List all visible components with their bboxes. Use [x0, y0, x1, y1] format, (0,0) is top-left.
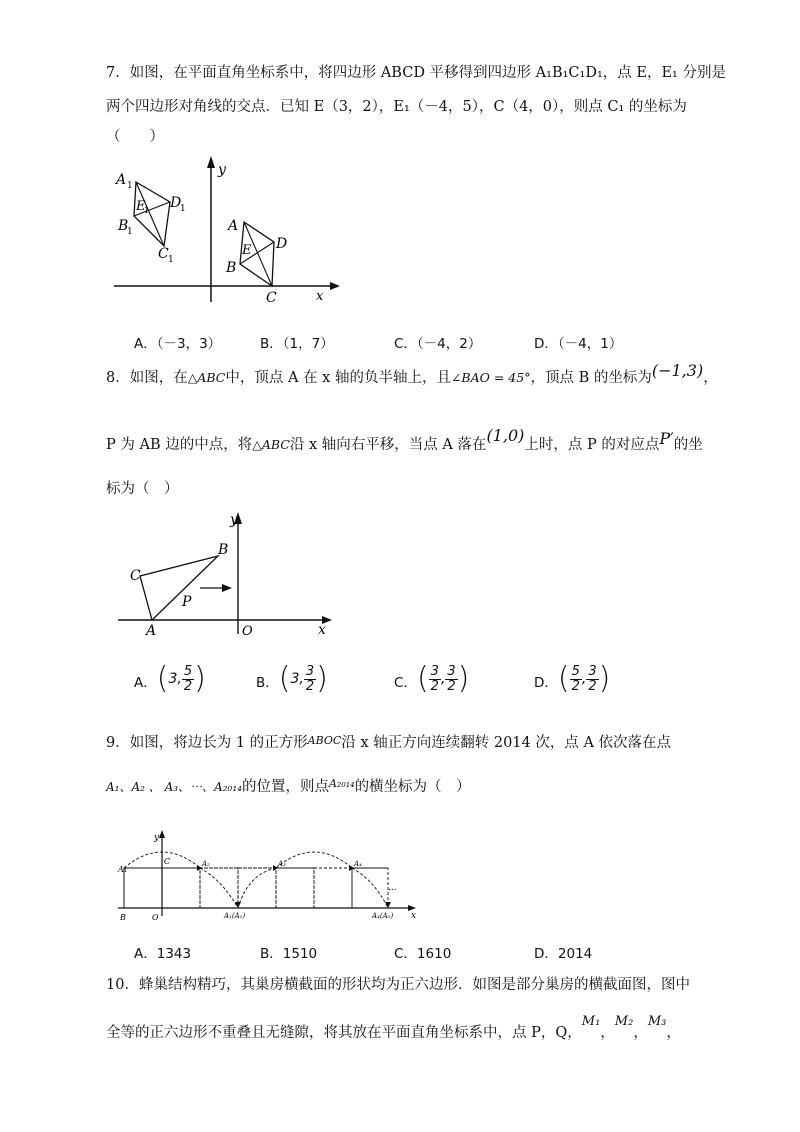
label-a1: A: [116, 172, 127, 188]
label-e1-sub: 1: [144, 206, 150, 215]
label-d1: D: [170, 195, 182, 211]
q9-figure: [112, 828, 422, 924]
q8-line2: P 为 AB 边的中点，将△ABC沿 x 轴向右平移，当点 A 落在(1,0)上时，点 P 的对应点P′的坐: [106, 426, 703, 453]
q10-line2: 全等的正六边形不重叠且无缝隙，将其放在平面直角坐标系中，点 P，Q，M₁，M₂，M₃，: [106, 1014, 681, 1041]
x-label: x: [318, 622, 326, 638]
q7-line3: （ ）: [106, 129, 164, 145]
q7-line2: 两个四边形对角线的交点．已知 E（3，2），E₁（－4，5），C（4，0），则点 C₁ 的坐标为: [106, 99, 687, 115]
q9-line1: 9．如图，将边长为 1 的正方形$^{ABOC}$沿 x 轴正方向连续翻转 2014 次，点 A 依次落在点: [106, 734, 672, 751]
label-b1-sub: 1: [127, 227, 133, 237]
q8-line1: 8．如图，在△ABC中，顶点 A 在 x 轴的负半轴上，且∠BAO = 45°，顶点 B 的坐标为(−1,3)，: [106, 361, 718, 386]
label-a: A: [146, 623, 157, 639]
label-c1: C: [158, 246, 169, 262]
q8-option-d[interactable]: D．( $\frac{5}{2}$ , $\frac{3}{2}$ ): [534, 661, 611, 696]
label-e1: E: [136, 199, 146, 214]
q9-option-a[interactable]: A．1343: [134, 946, 192, 962]
q8-option-a[interactable]: A．(3, $\frac{5}{2}$ ): [134, 661, 206, 696]
label-b: B: [226, 260, 237, 276]
q8-option-b[interactable]: B．(3, $\frac{3}{2}$ ): [256, 661, 328, 696]
label-bottom-1: A₁(A₂): [224, 912, 246, 920]
dashed-squares: [124, 868, 388, 908]
q7-option-a[interactable]: A．（－3，3）: [134, 336, 222, 352]
x-axis-arrow: [330, 282, 340, 290]
q8-figure: [110, 508, 336, 640]
label-b: B: [218, 542, 229, 558]
label-o: O: [152, 913, 159, 922]
q7-figure: [108, 152, 344, 310]
square-aboc: [124, 868, 162, 908]
label-a1: A₁: [118, 865, 127, 874]
y-label: y: [218, 162, 226, 178]
q8-line3: 标为（ ）: [106, 481, 179, 497]
label-a1-sub: 1: [127, 181, 133, 191]
label-c: C: [130, 568, 141, 584]
q9-option-b[interactable]: B．1510: [260, 946, 318, 962]
y-label: y: [154, 833, 160, 843]
label-a: A: [228, 218, 239, 234]
label-e: E: [242, 243, 252, 258]
y-axis-arrow: [159, 830, 165, 838]
label-bottom-2: A₄(A₅): [372, 912, 394, 920]
q9-option-d[interactable]: D．2014: [534, 946, 593, 962]
label-d1-sub: 1: [180, 204, 186, 214]
q10-line1: 10．蜂巢结构精巧，其巢房横截面的形状均为正六边形．如图是部分巢房的横截面图，图中: [106, 977, 690, 993]
label-b1: B: [118, 218, 129, 234]
label-dots: ...: [388, 883, 397, 893]
label-d: D: [276, 236, 288, 252]
q8-option-c[interactable]: C．( $\frac{3}{2}$ , $\frac{3}{2}$ ): [394, 661, 470, 696]
translation-arrow-head: [222, 584, 232, 592]
label-o: O: [242, 624, 253, 639]
label-c1-sub: 1: [168, 255, 174, 265]
q9-line2: A₁、A₂ 、 A₃、⋯、A₂₀₁₄的位置，则点$^{A_{2014}}$的横坐标为（ ）: [106, 777, 471, 795]
q7-line1: 7．如图，在平面直角坐标系中，将四边形 ABCD 平移得到四边形 A₁B₁C₁D₁，点 E，E₁ 分别是: [106, 65, 726, 81]
label-c: C: [164, 857, 171, 866]
y-axis-arrow: [207, 156, 215, 168]
label-p: P: [182, 594, 192, 610]
x-label: x: [411, 911, 417, 921]
label-a2: A₂: [202, 860, 210, 868]
arc-arrow-5: [385, 902, 391, 908]
q7-option-b[interactable]: B．（1，7）: [260, 336, 334, 352]
q9-option-c[interactable]: C．1610: [394, 946, 452, 962]
label-a4: A₄: [354, 860, 362, 868]
q7-option-d[interactable]: D．（－4，1）: [534, 336, 623, 352]
label-c: C: [266, 290, 277, 306]
y-label: y: [230, 512, 238, 528]
x-label: x: [316, 289, 324, 304]
label-b: B: [120, 913, 126, 922]
q7-option-c[interactable]: C．（－4，2）: [394, 336, 482, 352]
label-a3: A₃: [278, 860, 286, 868]
